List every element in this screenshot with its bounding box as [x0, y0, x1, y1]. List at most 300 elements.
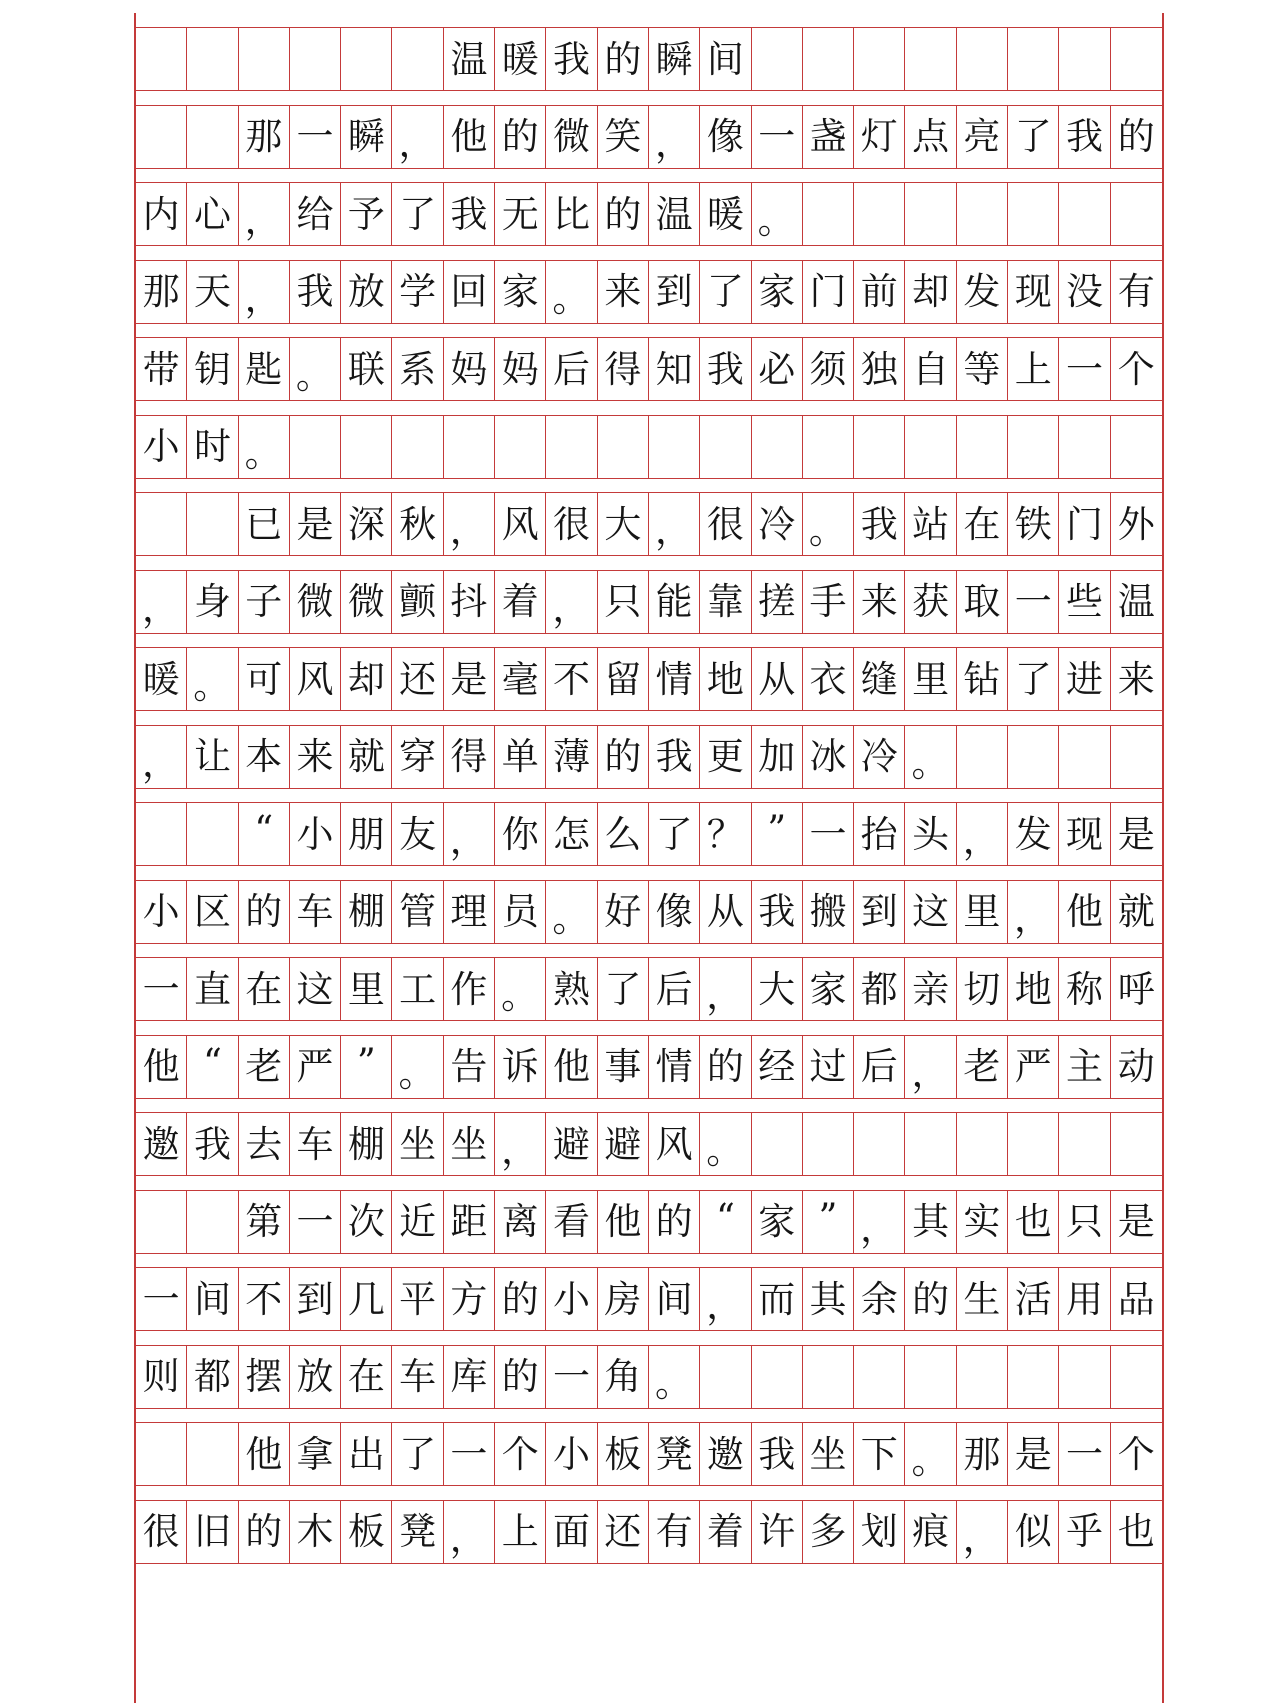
grid-char: 坐	[444, 1113, 495, 1175]
grid-char: 员	[495, 881, 546, 943]
grid-char: 上	[1008, 338, 1059, 400]
grid-char: ”	[803, 1191, 854, 1253]
grid-cell-empty	[1008, 416, 1059, 478]
grid-char: 已	[239, 493, 290, 555]
grid-cell-empty	[957, 1113, 1008, 1175]
grid-cell-empty	[495, 416, 546, 478]
grid-char: 却	[341, 648, 392, 710]
grid-cell-empty	[187, 28, 238, 90]
grid-char: 钻	[957, 648, 1008, 710]
grid-char: 独	[854, 338, 905, 400]
grid-char: 我	[854, 493, 905, 555]
grid-char: 离	[495, 1191, 546, 1253]
grid-char: 着	[495, 571, 546, 633]
grid-char: 没	[1059, 261, 1110, 323]
grid-char: 风	[290, 648, 341, 710]
grid-char: 一	[290, 1191, 341, 1253]
grid-char: 。	[290, 338, 341, 400]
text-line	[136, 957, 1162, 1021]
grid-cell-empty	[136, 106, 187, 168]
grid-char: 近	[392, 1191, 443, 1253]
grid-cell-empty	[136, 493, 187, 555]
grid-char: 放	[341, 261, 392, 323]
grid-char: 邀	[700, 1423, 751, 1485]
grid-char: 钥	[187, 338, 238, 400]
grid-char: 来	[854, 571, 905, 633]
grid-cell-empty	[444, 416, 495, 478]
grid-char: 是	[1008, 1423, 1059, 1485]
grid-char: 那	[957, 1423, 1008, 1485]
grid-cell-empty	[1008, 183, 1059, 245]
grid-char: 是	[444, 648, 495, 710]
grid-char: 我	[649, 726, 700, 788]
grid-char: 颤	[392, 571, 443, 633]
grid-char: 留	[598, 648, 649, 710]
grid-char: 一	[136, 958, 187, 1020]
grid-char: 深	[341, 493, 392, 555]
grid-char: 家	[752, 1191, 803, 1253]
grid-char: 冰	[803, 726, 854, 788]
text-line	[136, 492, 1162, 556]
grid-char: 诉	[495, 1036, 546, 1098]
grid-char: 他	[239, 1423, 290, 1485]
grid-char: 品	[1117, 1277, 1155, 1321]
grid-char: 棚	[341, 881, 392, 943]
grid-cell-empty	[1111, 183, 1162, 245]
grid-cell-empty	[905, 28, 956, 90]
grid-char: 到	[290, 1268, 341, 1330]
grid-char: 他	[546, 1036, 597, 1098]
grid-char: 距	[444, 1191, 495, 1253]
text-line	[136, 415, 1162, 479]
grid-char: 也	[1008, 1191, 1059, 1253]
grid-char: ，	[392, 106, 443, 168]
grid-char: 理	[444, 881, 495, 943]
grid-char: 上	[495, 1501, 546, 1563]
grid-cell-empty	[136, 28, 187, 90]
grid-char: 就	[1117, 890, 1155, 933]
grid-char: 瞬	[341, 106, 392, 168]
grid-char: 似	[1008, 1501, 1059, 1563]
grid-char: ”	[752, 803, 803, 865]
grid-cell-empty	[752, 1113, 803, 1175]
text-line	[136, 1267, 1162, 1331]
grid-cell-empty	[854, 416, 905, 478]
grid-char: 我	[546, 28, 597, 90]
grid-char: 一	[1059, 1423, 1110, 1485]
grid-char: 发	[1008, 803, 1059, 865]
grid-char: 家	[752, 261, 803, 323]
grid-char: 穿	[392, 726, 443, 788]
grid-char: 划	[854, 1501, 905, 1563]
grid-char: 妈	[444, 338, 495, 400]
grid-char: 了	[700, 261, 751, 323]
grid-char: 在	[239, 958, 290, 1020]
grid-char: 温	[444, 28, 495, 90]
grid-cell-empty	[1111, 28, 1162, 90]
grid-char: 木	[290, 1501, 341, 1563]
grid-cell-empty	[1008, 726, 1059, 788]
text-line	[136, 105, 1162, 169]
grid-char: 称	[1059, 958, 1110, 1020]
grid-char: 暖	[495, 28, 546, 90]
grid-cell-empty	[187, 106, 238, 168]
grid-char: 到	[649, 261, 700, 323]
grid-char: 一	[1008, 571, 1059, 633]
grid-cell-empty	[700, 416, 751, 478]
grid-char: 的	[905, 1268, 956, 1330]
grid-cell-empty	[803, 1346, 854, 1408]
text-line	[136, 570, 1162, 634]
grid-char: 衣	[803, 648, 854, 710]
text-line	[136, 182, 1162, 246]
grid-char: 。	[700, 1113, 751, 1175]
grid-char: 呼	[1117, 967, 1155, 1011]
grid-char: 里	[341, 958, 392, 1020]
grid-cell-empty	[905, 1113, 956, 1175]
text-line	[136, 647, 1162, 711]
grid-cell-empty	[1111, 1346, 1162, 1408]
grid-char: 告	[444, 1036, 495, 1098]
grid-char: 乎	[1059, 1501, 1110, 1563]
grid-cell-empty	[341, 28, 392, 90]
grid-cell-empty	[957, 726, 1008, 788]
grid-cell-empty	[187, 493, 238, 555]
grid-char: 缝	[854, 648, 905, 710]
grid-char: 站	[905, 493, 956, 555]
grid-char: 手	[803, 571, 854, 633]
grid-char: 拿	[290, 1423, 341, 1485]
grid-char: 单	[495, 726, 546, 788]
grid-char: 来	[290, 726, 341, 788]
grid-char: 得	[598, 338, 649, 400]
grid-cell-empty	[854, 1346, 905, 1408]
grid-char: 可	[239, 648, 290, 710]
grid-char: 他	[444, 106, 495, 168]
grid-char: 间	[187, 1268, 238, 1330]
grid-char: 个	[1117, 347, 1155, 391]
grid-cell-empty	[1059, 1346, 1110, 1408]
grid-char: 了	[598, 958, 649, 1020]
grid-char: ，	[136, 726, 187, 788]
grid-char: 方	[444, 1268, 495, 1330]
grid-cell-empty	[854, 183, 905, 245]
manuscript-paper	[134, 13, 1164, 1703]
grid-cell-empty	[649, 416, 700, 478]
grid-char: 温	[1117, 580, 1155, 623]
grid-char: 点	[905, 106, 956, 168]
grid-char: 库	[444, 1346, 495, 1408]
grid-char: 像	[649, 881, 700, 943]
grid-char: 的	[239, 1501, 290, 1563]
grid-char: 老	[957, 1036, 1008, 1098]
grid-char: 凳	[392, 1501, 443, 1563]
grid-char: 平	[392, 1268, 443, 1330]
grid-char: 他	[136, 1036, 187, 1098]
grid-cell-empty	[1111, 1113, 1162, 1175]
grid-char: 小	[546, 1268, 597, 1330]
grid-char: 不	[546, 648, 597, 710]
grid-char: 抬	[854, 803, 905, 865]
grid-char: 还	[598, 1501, 649, 1563]
grid-cell-empty	[1059, 28, 1110, 90]
grid-char: 的	[239, 881, 290, 943]
grid-char: 家	[495, 261, 546, 323]
grid-char: 熟	[546, 958, 597, 1020]
grid-char: 地	[1008, 958, 1059, 1020]
grid-char: 。	[546, 261, 597, 323]
grid-char: 用	[1059, 1268, 1110, 1330]
grid-char: 着	[700, 1501, 751, 1563]
grid-char: 带	[136, 338, 187, 400]
grid-char: 面	[546, 1501, 597, 1563]
grid-char: 么	[598, 803, 649, 865]
grid-char: 里	[957, 881, 1008, 943]
grid-char: 自	[905, 338, 956, 400]
grid-char: 直	[187, 958, 238, 1020]
grid-char: 生	[957, 1268, 1008, 1330]
grid-char: 就	[341, 726, 392, 788]
grid-char: 有	[649, 1501, 700, 1563]
grid-char: 下	[854, 1423, 905, 1485]
grid-char: 经	[752, 1036, 803, 1098]
grid-char: 坐	[803, 1423, 854, 1485]
grid-cell-empty	[1008, 1113, 1059, 1175]
grid-char: 获	[905, 571, 956, 633]
grid-cell-empty	[1059, 726, 1110, 788]
grid-char: ”	[341, 1036, 392, 1098]
grid-char: 的	[495, 1346, 546, 1408]
text-line	[136, 1422, 1162, 1486]
grid-char: 我	[290, 261, 341, 323]
grid-char: 避	[546, 1113, 597, 1175]
grid-char: 微	[341, 571, 392, 633]
grid-char: ，	[444, 493, 495, 555]
grid-char: 发	[957, 261, 1008, 323]
grid-char: 车	[392, 1346, 443, 1408]
grid-char: 门	[1059, 493, 1110, 555]
grid-char: 更	[700, 726, 751, 788]
grid-char: 。	[187, 648, 238, 710]
grid-char: 搓	[752, 571, 803, 633]
grid-char: 你	[495, 803, 546, 865]
grid-char: 予	[341, 183, 392, 245]
grid-cell-empty	[854, 1113, 905, 1175]
grid-char: 是	[1117, 812, 1155, 856]
grid-char: 暖	[700, 183, 751, 245]
grid-cell-empty	[957, 183, 1008, 245]
grid-cell-empty	[905, 183, 956, 245]
grid-char: 许	[752, 1501, 803, 1563]
grid-char: 能	[649, 571, 700, 633]
grid-cell-empty	[752, 28, 803, 90]
grid-char: 我	[752, 881, 803, 943]
grid-char: 知	[649, 338, 700, 400]
grid-char: 房	[598, 1268, 649, 1330]
grid-char: 一	[752, 106, 803, 168]
grid-char: 来	[1117, 657, 1155, 701]
grid-char: 其	[803, 1268, 854, 1330]
grid-char: 联	[341, 338, 392, 400]
grid-cell-empty	[700, 1346, 751, 1408]
grid-char: 的	[598, 183, 649, 245]
grid-char: 。	[239, 416, 290, 478]
grid-char: 匙	[239, 338, 290, 400]
grid-char: 邀	[136, 1113, 187, 1175]
grid-char: 好	[598, 881, 649, 943]
grid-char: “	[187, 1036, 238, 1098]
grid-cell-empty	[752, 416, 803, 478]
grid-char: 了	[392, 1423, 443, 1485]
grid-cell-empty	[854, 28, 905, 90]
grid-cell-empty	[1008, 28, 1059, 90]
grid-char: 很	[546, 493, 597, 555]
grid-char: 而	[752, 1268, 803, 1330]
grid-char: 都	[187, 1346, 238, 1408]
grid-char: 身	[187, 571, 238, 633]
grid-char: 一	[290, 106, 341, 168]
grid-char: 这	[290, 958, 341, 1020]
grid-char: 是	[1117, 1200, 1155, 1243]
grid-char: 板	[341, 1501, 392, 1563]
grid-char: 在	[341, 1346, 392, 1408]
grid-char: 让	[187, 726, 238, 788]
text-line	[136, 1345, 1162, 1409]
grid-char: 本	[239, 726, 290, 788]
grid-char: 靠	[700, 571, 751, 633]
grid-char: 去	[239, 1113, 290, 1175]
grid-cell-empty	[957, 28, 1008, 90]
grid-char: “	[700, 1191, 751, 1253]
grid-char: 到	[854, 881, 905, 943]
grid-char: ，	[649, 493, 700, 555]
text-line	[136, 1190, 1162, 1254]
grid-char: 须	[803, 338, 854, 400]
grid-char: ，	[905, 1036, 956, 1098]
grid-char: 有	[1117, 270, 1155, 313]
grid-char: 家	[803, 958, 854, 1020]
grid-char: 车	[290, 1113, 341, 1175]
grid-char: 进	[1059, 648, 1110, 710]
text-line	[136, 802, 1162, 866]
grid-char: 的	[495, 1268, 546, 1330]
grid-char: 我	[444, 183, 495, 245]
grid-char: 。	[905, 726, 956, 788]
grid-char: 我	[1059, 106, 1110, 168]
grid-char: 灯	[854, 106, 905, 168]
grid-char: ，	[239, 183, 290, 245]
grid-char: 不	[239, 1268, 290, 1330]
grid-char: ，	[1008, 881, 1059, 943]
text-line	[136, 1500, 1162, 1564]
grid-char: 在	[957, 493, 1008, 555]
grid-char: 铁	[1008, 493, 1059, 555]
grid-cell-empty	[803, 416, 854, 478]
grid-char: 搬	[803, 881, 854, 943]
grid-char: 。	[649, 1346, 700, 1408]
grid-char: 这	[905, 881, 956, 943]
grid-char: 毫	[495, 648, 546, 710]
grid-char: 。	[803, 493, 854, 555]
grid-cell-empty	[803, 1113, 854, 1175]
grid-char: 抖	[444, 571, 495, 633]
grid-char: 风	[649, 1113, 700, 1175]
grid-char: ，	[495, 1113, 546, 1175]
grid-cell-empty	[1008, 1346, 1059, 1408]
grid-char: 必	[752, 338, 803, 400]
grid-char: 那	[136, 261, 187, 323]
grid-char: 比	[546, 183, 597, 245]
grid-char: ，	[957, 803, 1008, 865]
grid-char: ？	[700, 803, 751, 865]
grid-char: ，	[136, 571, 187, 633]
grid-char: 凳	[649, 1423, 700, 1485]
grid-char: 盏	[803, 106, 854, 168]
grid-char: 后	[854, 1036, 905, 1098]
grid-char: ，	[854, 1191, 905, 1253]
grid-cell-empty	[905, 416, 956, 478]
grid-char: 小	[546, 1423, 597, 1485]
grid-char: ，	[546, 571, 597, 633]
grid-cell-empty	[957, 1346, 1008, 1408]
grid-char: 实	[957, 1191, 1008, 1253]
grid-char: 我	[187, 1113, 238, 1175]
grid-char: 头	[905, 803, 956, 865]
grid-char: 微	[546, 106, 597, 168]
grid-char: 风	[495, 493, 546, 555]
grid-char: 里	[905, 648, 956, 710]
grid-char: 是	[290, 493, 341, 555]
grid-char: 后	[546, 338, 597, 400]
text-line	[136, 1112, 1162, 1176]
grid-char: 情	[649, 648, 700, 710]
grid-char: 棚	[341, 1113, 392, 1175]
grid-char: 板	[598, 1423, 649, 1485]
grid-char: 前	[854, 261, 905, 323]
grid-char: 都	[854, 958, 905, 1020]
grid-char: 看	[546, 1191, 597, 1253]
grid-char: 内	[136, 183, 187, 245]
grid-char: 小	[290, 803, 341, 865]
grid-char: 妈	[495, 338, 546, 400]
grid-cell-empty	[1059, 416, 1110, 478]
grid-char: 现	[1008, 261, 1059, 323]
grid-cell-empty	[803, 28, 854, 90]
grid-char: 取	[957, 571, 1008, 633]
grid-char: 多	[803, 1501, 854, 1563]
grid-char: 微	[290, 571, 341, 633]
grid-char: 。	[392, 1036, 443, 1098]
grid-cell-empty	[1059, 1113, 1110, 1175]
grid-char: 时	[187, 416, 238, 478]
grid-char: 个	[495, 1423, 546, 1485]
grid-char: 。	[905, 1423, 956, 1485]
grid-char: 也	[1117, 1510, 1155, 1553]
grid-char: 回	[444, 261, 495, 323]
grid-cell-empty	[187, 1191, 238, 1253]
grid-cell-empty	[905, 1346, 956, 1408]
grid-char: 像	[700, 106, 751, 168]
grid-char: 出	[341, 1423, 392, 1485]
grid-char: 一	[136, 1268, 187, 1330]
grid-char: 只	[598, 571, 649, 633]
grid-char: 他	[598, 1191, 649, 1253]
grid-cell-empty	[957, 416, 1008, 478]
grid-char: 了	[1008, 648, 1059, 710]
grid-char: ，	[239, 261, 290, 323]
grid-cell-empty	[290, 416, 341, 478]
grid-char: 避	[598, 1113, 649, 1175]
